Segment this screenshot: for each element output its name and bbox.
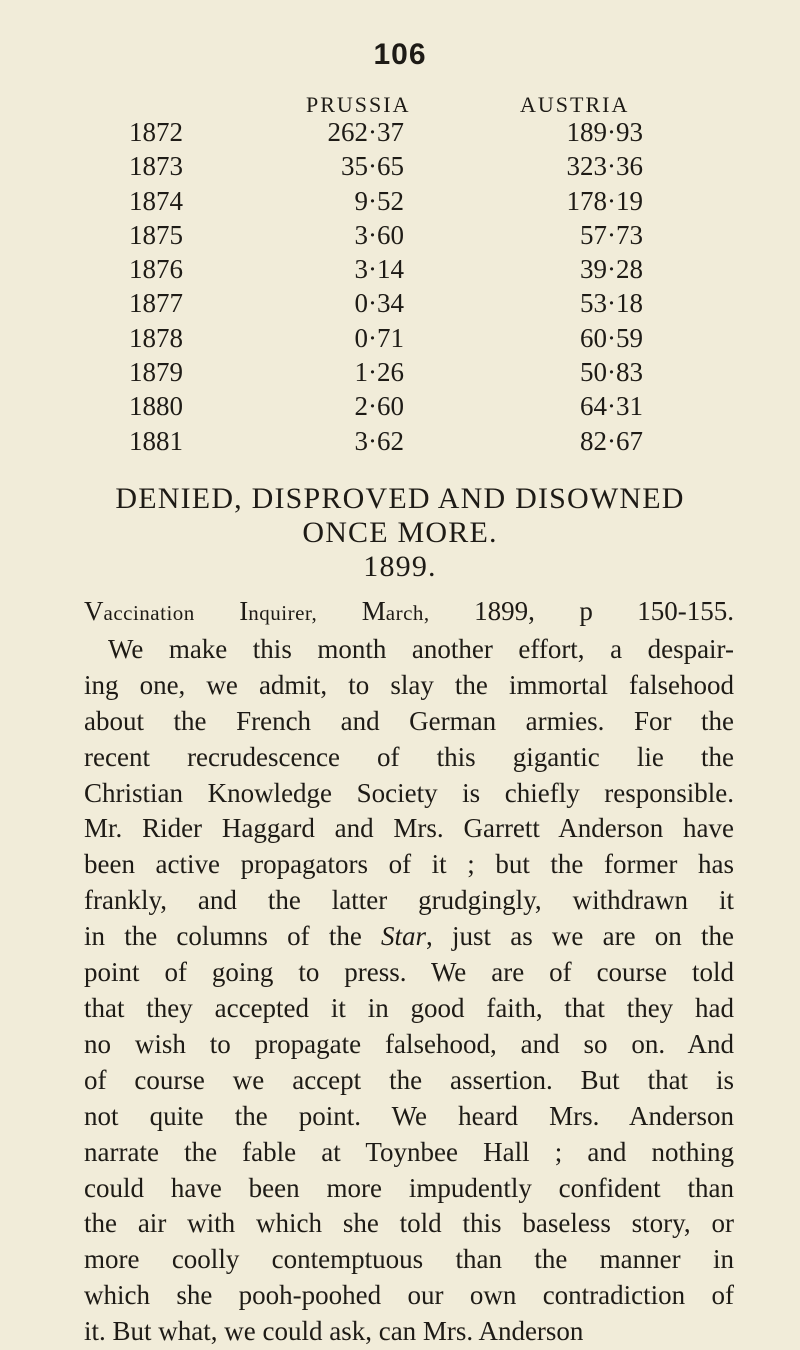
statistics-table	[0, 115, 800, 458]
article-body	[84, 594, 734, 1350]
year-cell: 1881	[129, 425, 183, 456]
body-line: could have been more impudently confident than	[84, 1172, 734, 1203]
prussia-cell: 2·60	[354, 391, 404, 422]
column-header-prussia: PRUSSIA	[306, 92, 411, 117]
year-cell: 1879	[129, 357, 183, 388]
year-cell: 1876	[129, 254, 183, 285]
table-row	[0, 321, 800, 355]
year-cell: 1875	[129, 219, 183, 250]
body-line: Mr. Rider Haggard and Mrs. Garrett Anderson have	[84, 813, 734, 844]
body-line: We make this month another effort, a despair-	[108, 633, 734, 664]
body-line: about the French and German armies. For the	[84, 705, 734, 736]
newspaper-title: Star	[381, 921, 427, 952]
body-line: in the columns of the Star, just as we are on the	[84, 921, 734, 952]
austria-cell: 53·18	[580, 288, 643, 319]
prussia-cell: 0·34	[354, 288, 404, 319]
prussia-cell: 3·62	[354, 425, 404, 456]
year-cell: 1874	[129, 185, 183, 216]
table-row	[0, 389, 800, 423]
table-row	[0, 149, 800, 183]
body-line: which she pooh-poohed our own contradiction of	[84, 1280, 734, 1311]
table-row	[0, 218, 800, 252]
austria-cell: 82·67	[580, 425, 643, 456]
section-title	[0, 482, 800, 584]
table-row	[0, 424, 800, 458]
table-row	[0, 184, 800, 218]
austria-cell: 189·93	[566, 117, 643, 147]
body-line: ing one, we admit, to slay the immortal falsehood	[84, 669, 734, 700]
citation-line: Vaccination Inquirer, March, 1899, p 150-155.	[84, 596, 735, 626]
column-header-austria: AUSTRIA	[520, 92, 630, 117]
austria-cell: 323·36	[566, 151, 643, 182]
year-cell: 1873	[129, 151, 183, 182]
austria-cell: 39·28	[580, 254, 643, 285]
body-line: of course we accept the assertion. But that is	[84, 1064, 734, 1095]
table-row	[0, 286, 800, 320]
austria-cell: 60·59	[580, 322, 643, 353]
body-line: narrate the fable at Toynbee Hall ; and nothing	[84, 1136, 734, 1167]
body-line: point of going to press. We are of course told	[84, 957, 734, 988]
section-title-line: ONCE MORE.	[302, 516, 498, 549]
year-cell: 1878	[129, 322, 183, 353]
table-row	[0, 115, 800, 149]
body-line: Christian Knowledge Society is chiefly responsible.	[84, 777, 734, 808]
austria-cell: 64·31	[580, 391, 643, 422]
body-line: recent recrudescence of this gigantic lie the	[84, 741, 734, 772]
prussia-cell: 262·37	[327, 117, 404, 147]
austria-cell: 50·83	[580, 357, 643, 388]
table-row	[0, 355, 800, 389]
year-cell: 1872	[129, 117, 183, 147]
body-line: no wish to propagate falsehood, and so on. And	[84, 1028, 734, 1059]
body-line: been active propagators of it ; but the former has	[84, 849, 734, 880]
austria-cell: 57·73	[580, 219, 643, 250]
body-line: that they accepted it in good faith, that they had	[84, 992, 734, 1023]
body-line: more coolly contemptuous than the manner in	[84, 1244, 734, 1275]
table-row	[0, 252, 800, 286]
section-title-date: 1899.	[363, 550, 437, 583]
body-line: frankly, and the latter grudgingly, withdrawn it	[84, 885, 734, 916]
body-line: it. But what, we could ask, can Mrs. Anderson	[84, 1316, 584, 1347]
prussia-cell: 35·65	[341, 151, 404, 182]
prussia-cell: 1·26	[354, 357, 404, 388]
prussia-cell: 9·52	[354, 185, 404, 216]
prussia-cell: 3·14	[354, 254, 404, 285]
year-cell: 1877	[129, 288, 183, 319]
body-line: the air with which she told this baseless story, or	[84, 1208, 734, 1239]
body-line: not quite the point. We heard Mrs. Anderson	[84, 1100, 734, 1131]
page-number: 106	[373, 38, 427, 71]
section-title-line: DENIED, DISPROVED AND DISOWNED	[115, 482, 685, 515]
year-cell: 1880	[129, 391, 183, 422]
prussia-cell: 0·71	[354, 322, 404, 353]
austria-cell: 178·19	[566, 185, 643, 216]
prussia-cell: 3·60	[354, 219, 404, 250]
